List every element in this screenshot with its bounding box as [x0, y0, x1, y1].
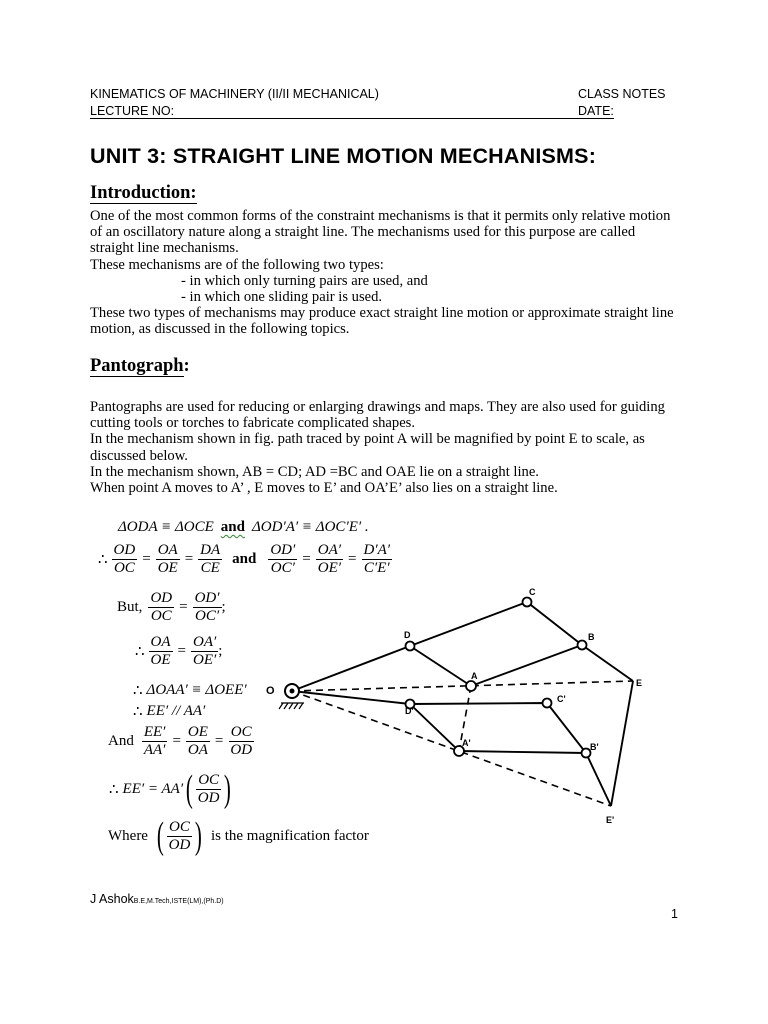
ground-hatch: [279, 703, 304, 709]
fraction: $\frac{OC}{OD}$: [230, 724, 253, 758]
where-word: Where: [108, 827, 148, 844]
lecture-no-label: LECTURE NO:: [90, 104, 614, 119]
and-capital-word: And: [108, 733, 134, 749]
ee-equation: EE′ = AA′: [122, 780, 184, 797]
congruence-odа: ΔODA ≡ ΔOCE: [118, 519, 214, 535]
pantograph-paragraph-4: When point A moves to A’ , E moves to E’ and OA’E’ also lies on a straight line.: [90, 480, 558, 497]
fraction: $\frac{OA}{OE}$: [157, 542, 178, 576]
pantograph-heading: Pantograph:: [90, 356, 190, 376]
fraction: $\frac{OE}{OA}$: [187, 724, 208, 758]
dashed-line-oe-prime: [292, 691, 611, 806]
joint-c: [523, 598, 532, 607]
introduction-body: [90, 208, 680, 338]
congruence-oaa: ΔOAA′ ≡ ΔOEE′: [146, 682, 247, 698]
link-dab: [410, 645, 582, 686]
magnification-text: is the magnification factor: [210, 827, 369, 844]
author-line: [90, 892, 224, 906]
derivation-line-8: ∴ EE′ = AA′ ( $\frac{OC}{OD}$ ): [109, 768, 232, 810]
fraction: $\frac{EE'}{AA'}$: [143, 724, 166, 758]
intro-paragraph-1: One of the most common forms of the constraint mechanisms is that it permits only relative motion of an oscillatory nature along a straight line. The mechanisms used for this purpose are called straight line mechanisms.: [90, 208, 671, 257]
fraction: $\frac{DA}{CE}$: [200, 542, 221, 576]
unit-title: UNIT 3: STRAIGHT LINE MOTION MECHANISMS:: [90, 144, 597, 168]
therefore-sign: ∴: [133, 704, 143, 720]
date-label: DATE:: [578, 104, 614, 118]
fraction: $\frac{OD}{OC}$: [113, 542, 136, 576]
label-o: O: [266, 685, 275, 697]
link-ee-prime: [611, 681, 633, 806]
fraction: $\frac{OA}{OE}$: [150, 634, 171, 668]
and-word: and: [232, 551, 257, 567]
intro-bullet-1: - in which only turning pairs are used, and: [181, 272, 428, 289]
fraction: $\frac{OD}{OC}$: [150, 590, 173, 624]
joint-c-prime: [543, 699, 552, 708]
fraction: $\frac{OC}{OD}$: [197, 771, 220, 806]
fraction: $\frac{OA'}{OE'}$: [317, 542, 342, 576]
page-number: 1: [671, 907, 678, 921]
derivation-line-6: [133, 702, 205, 721]
pantograph-paragraph-2: In the mechanism shown in fig. path traced by point A will be magnified by point E to scale, as discussed below.: [90, 431, 645, 464]
pantograph-paragraph-1: Pantographs are used for reducing or enlarging drawings and maps. They are also used for guiding cutting tools or torches to fabricate complicated shapes.: [90, 399, 665, 432]
derivation-line-9: Where ( $\frac{OC}{OD}$ ) is the magnification factor: [108, 815, 369, 857]
fraction: $\frac{OA'}{OE'}$: [193, 634, 217, 668]
fraction: $\frac{OD'}{OC'}$: [194, 590, 220, 624]
fraction: $\frac{D'A'}{C'E'}$: [363, 542, 391, 576]
derivation-line-3: But, $\frac{OD}{OC}$ = $\frac{OD'}{OC'}$ ;: [117, 590, 226, 624]
fraction: $\frac{OD'}{OC'}$: [270, 542, 296, 576]
intro-bullet-2: - in which one sliding pair is used.: [181, 289, 383, 306]
label-c: C: [529, 587, 536, 597]
joint-d: [406, 642, 415, 651]
derivation-line-7: And $\frac{EE'}{AA'}$ = $\frac{OE}{OA}$ = $\frac{OC}{OD}$: [108, 724, 253, 758]
derivation-line-4: ∴ $\frac{OA}{OE}$ = $\frac{OA'}{OE'}$ ;: [135, 634, 223, 668]
label-a: A: [471, 671, 478, 681]
but-word: But,: [117, 599, 143, 615]
label-d: D: [404, 630, 411, 640]
congruence-odа-prime: ΔOD′A′ ≡ ΔOC′E′ .: [251, 519, 369, 535]
pantograph-paragraph-3: In the mechanism shown, AB = CD; AD =BC and OAE lie on a straight line.: [90, 463, 539, 480]
class-notes-label: CLASS NOTES: [578, 87, 666, 101]
and-word: and: [220, 519, 245, 535]
label-e: E: [636, 678, 643, 688]
author-name: J Ashok: [90, 892, 134, 906]
therefore-sign: ∴: [98, 552, 108, 568]
derivation-line-2: ∴ $\frac{OD}{OC}$ = $\frac{OA}{OE}$ = $\frac{DA}{CE}$ and $\frac{OD'}{OC'}$ = $\frac{OA'}{OE'}$ = $\frac{D'A'}{C'E'}$: [98, 542, 391, 576]
parallel-statement: EE′ // AA′: [146, 703, 206, 719]
label-b: B: [588, 632, 595, 642]
course-title: KINEMATICS OF MACHINERY (II/II MECHANICAL): [90, 87, 379, 101]
fraction: $\frac{OC}{OD}$: [168, 818, 191, 853]
author-credentials: B.E,M.Tech,ISTE(LM),(Ph.D): [133, 898, 224, 905]
label-b-prime: B': [590, 742, 599, 752]
label-d-prime: D': [405, 706, 414, 716]
dashed-line-oe: [292, 681, 633, 691]
therefore-sign: ∴: [133, 683, 143, 699]
intro-paragraph-3: These two types of mechanisms may produce exact straight line motion or approximate straight line motion, as discussed in the following topics.: [90, 305, 674, 338]
label-e-prime: E': [606, 815, 615, 825]
joint-b: [578, 641, 587, 650]
therefore-sign: ∴: [135, 644, 145, 660]
joint-a: [466, 681, 476, 691]
link-d-a-b-prime: [410, 704, 586, 753]
introduction-heading: Introduction:: [90, 183, 197, 203]
derivation-line-1: [118, 519, 369, 536]
intro-paragraph-2: These mechanisms are of the following two types:: [90, 256, 384, 273]
label-c-prime: C': [557, 694, 566, 704]
pantograph-figure: [266, 578, 670, 828]
pantograph-body: [90, 399, 680, 496]
label-a-prime: A': [462, 738, 471, 748]
therefore-sign: ∴: [109, 781, 119, 798]
derivation-line-5: [133, 681, 247, 700]
